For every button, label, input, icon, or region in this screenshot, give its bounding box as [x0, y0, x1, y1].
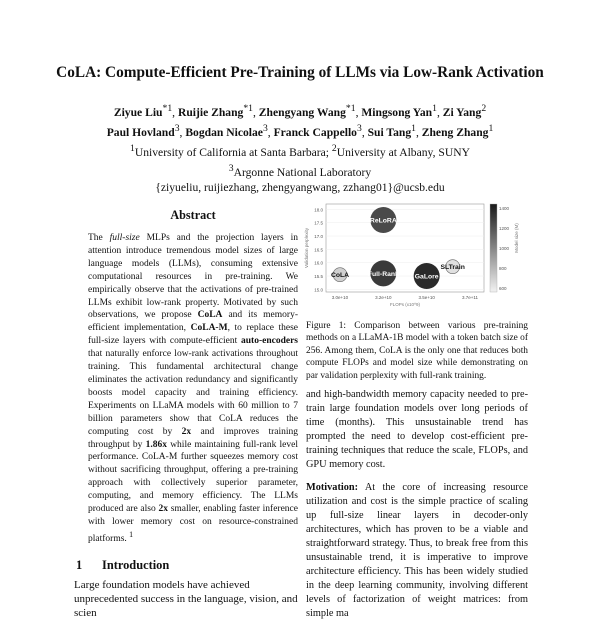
- x-tick-label: 3.2e+10: [375, 295, 392, 300]
- abstract-segment: 2x: [181, 426, 192, 437]
- y-tick-label: 18.0: [314, 207, 323, 213]
- author-affiliation-marker: 3: [356, 122, 362, 134]
- author-block: [20, 101, 580, 196]
- data-label-relora: ReLoRA: [369, 217, 397, 225]
- right-paragraph-2: [306, 481, 528, 622]
- abstract-segment: CoLA-M: [190, 323, 228, 334]
- motivation-text: At the core of increasing resource utilization and cost is the simple practice of scaling up full-size linear layers in decoder-only architectures, which has proven to be a viable and straightforward strategy. Thus, to break free from this unsustainable trend, it is imperative to improve architecture efficiency. This has been widely studied in the deep learning community, involving different levels of factorization of weight matrices: from simple ma: [306, 481, 528, 620]
- abstract-body: [88, 232, 298, 546]
- affiliation-line-2: [20, 161, 580, 181]
- motivation-label: Motivation:: [306, 481, 359, 493]
- colorbar-tick-label: 1200: [499, 226, 510, 231]
- abstract-segment: and improves training throughput by: [88, 426, 298, 450]
- author-affiliation-marker: 2: [481, 103, 487, 114]
- author-affiliation-marker: 1: [411, 122, 416, 134]
- author-affiliation-marker: 1: [432, 103, 437, 114]
- y-tick-label: 17.0: [314, 234, 323, 239]
- abstract-segment: smaller, enabling faster inference with lower memory cost on resource-constrained platforms.: [88, 504, 298, 544]
- colorbar-tick-label: 1000: [499, 246, 510, 251]
- y-axis-label: Validation perplexity: [304, 228, 309, 268]
- figure-1-chart: [300, 198, 526, 308]
- author-name: Zi Yang: [442, 105, 482, 119]
- introduction-text: Large foundation models have achieved unprecedented success in the language, vision, and scien: [74, 579, 298, 619]
- abstract-segment: , to replace these full-size layers with compute-efficient: [88, 323, 298, 347]
- x-tick-label: 3.0e+10: [331, 295, 349, 300]
- data-label-sltrain: SLTrain: [440, 264, 465, 272]
- chart-svg: [300, 198, 526, 308]
- aff-text-1: University of California at Santa Barbara;: [134, 145, 329, 159]
- abstract-segment: 1.86x: [145, 439, 167, 450]
- section-heading-introduction: [76, 558, 306, 573]
- paper-title: CoLA: Compute-Efficient Pre-Training of LLMs via Low-Rank Activation: [56, 64, 544, 81]
- authors-line-2: Paul Hovland$^3$, Bogdan Nicolae$^3$, Franck Cappello$^3$, Sui Tang$^1$, Zheng Zhang$^1$: [106, 122, 494, 139]
- aff-text-3: Argonne National Laboratory: [233, 165, 372, 179]
- abstract-segment: that naturally enforce low-rank activations throughout training. This fundamental architectural change eliminates the activation redundancy and significantly boosts model capacity and training efficiency. Experiments on LLaMA models with 60 million to 7 billion parameters show that CoLA reduces the computing cost by: [88, 349, 298, 437]
- abstract-segment: 2x: [158, 504, 168, 515]
- abstract-segment: and its memory-efficient implementation,: [88, 310, 298, 334]
- figure-1-caption: Figure 1: Comparison between various pre-training methods on a LLaMA-1B model with a token batch size of 256. Among them, CoLA is the only one that reduces both compute FLOPs and model size while demonstrating on par validation perplexity with full-rank training.: [306, 321, 528, 381]
- author-name: Ziyue Liu: [113, 105, 163, 119]
- data-label-cola: CoLA: [330, 272, 350, 280]
- abstract-heading: Abstract: [170, 208, 216, 222]
- author-name: Mingsong Yan: [361, 105, 433, 119]
- right-paragraph-1: and high-bandwidth memory capacity needed to pre-train large foundation models over long periods of time (months). This unsustainable trend has prompted the need to develop cost-efficient pre-training techniques that reduce the scale, FLOPs, and GPU memory cost.: [306, 389, 528, 471]
- author-affiliation-marker: 1: [488, 122, 494, 134]
- author-affiliation-marker: *1: [162, 103, 173, 114]
- y-tick-label: 15.0: [314, 287, 323, 293]
- x-axis-label: FLOPs (x10^9): [389, 302, 421, 307]
- colorbar-tick-label: 600: [499, 286, 507, 291]
- plot-area: [326, 204, 484, 292]
- y-tick-label: 17.5: [314, 220, 323, 226]
- author-affiliation-marker: 3: [262, 122, 268, 134]
- colorbar-tick-label: 1400: [499, 206, 510, 211]
- right-column-text: [306, 388, 528, 630]
- colorbar: [490, 204, 497, 292]
- author-name: Sui Tang: [367, 125, 412, 139]
- affiliation-line-1: [20, 141, 580, 161]
- data-label-galore: GaLore: [414, 273, 439, 281]
- data-label-full-rank: Full-Rank: [367, 270, 399, 278]
- author-name: Bogdan Nicolae: [185, 125, 263, 139]
- author-name: Ruijie Zhang: [177, 105, 244, 119]
- author-name: Zhengyang Wang: [258, 105, 346, 119]
- y-tick-label: 15.5: [314, 274, 323, 279]
- x-tick-label: 3.7e+11: [461, 295, 479, 300]
- section-number: 1: [76, 558, 83, 572]
- authors-line-1: Ziyue Liu$^{*1}$, Ruijie Zhang$^{*1}$, Zhengyang Wang$^{*1}$, Mingsong Yan$^1$, Zi Yang$^2$: [113, 103, 487, 119]
- author-affiliation-marker: *1: [243, 103, 253, 114]
- author-affiliation-marker: *1: [345, 103, 356, 114]
- colorbar-label: Model size (M): [514, 223, 519, 253]
- abstract-segment: while maintaining full-rank level performance. CoLA-M further squeezes memory cost without sacrificing throughput, offering a pre-training approach with collectively superior parameter, computing, and memory efficiency. The LLMs produced are also: [88, 439, 298, 515]
- author-affiliation-marker: 3: [174, 122, 180, 134]
- y-tick-label: 16.5: [314, 247, 323, 253]
- abstract-segment: CoLA: [197, 310, 223, 321]
- author-name: Paul Hovland: [106, 125, 175, 139]
- abstract-segment: The: [88, 233, 110, 243]
- author-name: Zheng Zhang: [421, 125, 489, 139]
- abstract-segment: auto-encoders: [241, 336, 298, 347]
- aff-sup-1: 1: [130, 142, 135, 154]
- x-tick-label: 3.5e+10: [418, 295, 435, 300]
- section-title: Introduction: [102, 558, 170, 572]
- y-tick-label: 16.0: [314, 260, 323, 266]
- aff-sup-2: 2: [331, 142, 337, 154]
- abstract-paragraph: [88, 232, 298, 546]
- aff-sup-3: 3: [228, 162, 234, 174]
- abstract-segment: full-size: [109, 233, 140, 243]
- abstract-segment: 1: [129, 529, 134, 539]
- abstract-segment: MLPs and the projection layers in attention introduce tremendous model sizes of large language models (LLMs), consuming extensive computational resources in pre-training. We empirically observe that the activations of pre-trained LLMs exhibit low-rank property. Motivated by such observations, we propose: [88, 233, 298, 321]
- aff-text-2: University at Albany, SUNY: [336, 145, 470, 159]
- author-name: Franck Cappello: [273, 125, 357, 139]
- colorbar-tick-label: 800: [499, 266, 507, 271]
- author-emails: {ziyueliu, ruijiezhang, zhengyangwang, zzhang01}@ucsb.edu: [155, 181, 445, 195]
